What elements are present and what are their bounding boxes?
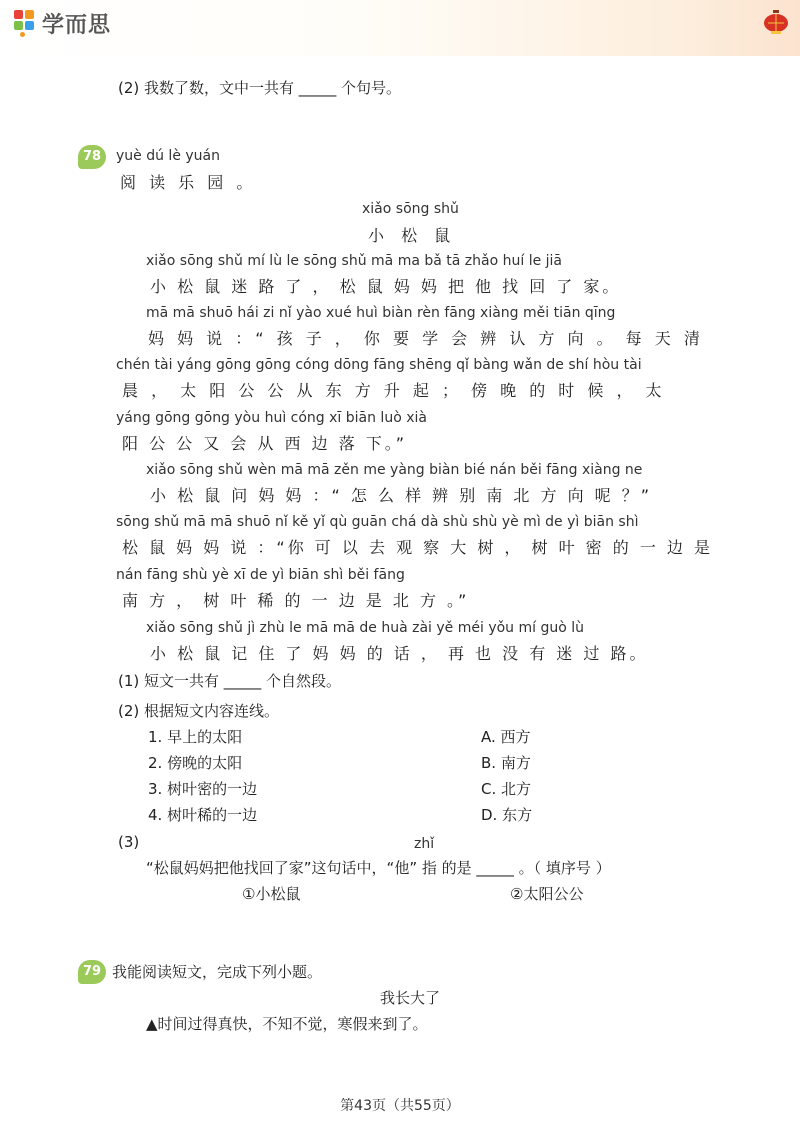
q78-title-pinyin: xiǎo sōng shǔ	[362, 201, 459, 217]
passage-line: 松 鼠 妈 妈 说 ：“你 可 以 去 观 察 大 树 ， 树 叶 密 的 一 边 是	[122, 538, 714, 557]
q78-sub3-text: “松鼠妈妈把他找回了家”这句话中，“他” 指 的是 _____ 。（ 填序号 ）	[146, 859, 611, 877]
match-left-item: 3. 树叶密的一边	[148, 780, 258, 798]
brand-name: 学而思	[42, 12, 112, 38]
header-band	[0, 0, 800, 56]
match-right-item: B. 南方	[481, 754, 531, 772]
passage-line: 妈 妈 说 ：“ 孩 子 ， 你 要 学 会 辨 认 方 向 。 每 天 清	[148, 329, 704, 348]
passage-line: 小 松 鼠 记 住 了 妈 妈 的 话 ， 再 也 没 有 迷 过 路。	[150, 644, 649, 663]
q78-intro-hanzi: 阅 读 乐 园 。	[120, 173, 257, 192]
passage-line: 南 方 ， 树 叶 稀 的 一 边 是 北 方 。”	[122, 591, 470, 610]
brand-logo	[12, 8, 111, 38]
passage-line: yáng gōng gōng yòu huì cóng xī biān luò xià	[116, 410, 427, 426]
q79-number-badge: 79	[78, 960, 106, 984]
q77-sub2: (2) 我数了数，文中一共有 _____ 个句号。	[118, 79, 402, 97]
passage-line: sōng shǔ mā mā shuō nǐ kě yǐ qù guān chá dà shù shù yè mì de yì biān shì	[116, 514, 639, 530]
q78-sub3-pinyin: zhǐ	[414, 836, 435, 852]
q78-sub1: (1) 短文一共有 _____ 个自然段。	[118, 672, 342, 690]
match-left-item: 2. 傍晚的太阳	[148, 754, 243, 772]
passage-line: 小 松 鼠 问 妈 妈 ：“ 怎 么 样 辨 别 南 北 方 向 呢 ？”	[150, 486, 653, 505]
page-number: 第43页（共55页）	[340, 1098, 460, 1114]
passage-line: 小 松 鼠 迷 路 了 ， 松 鼠 妈 妈 把 他 找 回 了 家。	[150, 277, 622, 296]
passage-line: chén tài yáng gōng gōng cóng dōng fāng shēng qǐ bàng wǎn de shí hòu tài	[116, 357, 642, 373]
match-right-item: A. 西方	[481, 728, 531, 746]
match-left-item: 1. 早上的太阳	[148, 728, 243, 746]
passage-line: nán fāng shù yè xī de yì biān shì běi fāng	[116, 567, 405, 583]
q78-sub2: (2) 根据短文内容连线。	[118, 702, 280, 720]
passage-line: xiǎo sōng shǔ wèn mā mā zěn me yàng biàn bié nán běi fāng xiàng ne	[146, 462, 643, 478]
passage-line: xiǎo sōng shǔ jì zhù le mā mā de huà zài yě méi yǒu mí guò lù	[146, 620, 585, 636]
passage-line: 阳 公 公 又 会 从 西 边 落 下。”	[122, 434, 408, 453]
q78-sub3-label: (3)	[118, 833, 140, 851]
passage-line: 晨 ， 太 阳 公 公 从 东 方 升 起 ； 傍 晚 的 时 候 ， 太	[122, 381, 666, 400]
match-right-item: C. 北方	[481, 780, 532, 798]
passage-line: mā mā shuō hái zi nǐ yào xué huì biàn rèn fāng xiàng měi tiān qīng	[146, 305, 616, 321]
q79-instruction: 我能阅读短文，完成下列小题。	[112, 963, 323, 981]
option-2: ②太阳公公	[510, 885, 584, 903]
match-right-item: D. 东方	[481, 806, 533, 824]
lantern-icon	[763, 10, 789, 36]
q79-title: 我长大了	[380, 989, 441, 1007]
passage-line: xiǎo sōng shǔ mí lù le sōng shǔ mā ma bǎ tā zhǎo huí le jiā	[146, 253, 563, 269]
q78-intro-pinyin: yuè dú lè yuán	[116, 148, 220, 164]
q78-title-hanzi: 小 松 鼠	[368, 226, 457, 245]
q79-line1: ▲时间过得真快，不知不觉，寒假来到了。	[146, 1015, 428, 1033]
option-1: ①小松鼠	[242, 885, 301, 903]
match-left-item: 4. 树叶稀的一边	[148, 806, 258, 824]
q78-number-badge: 78	[78, 145, 106, 169]
logo-mark-icon	[12, 8, 40, 38]
